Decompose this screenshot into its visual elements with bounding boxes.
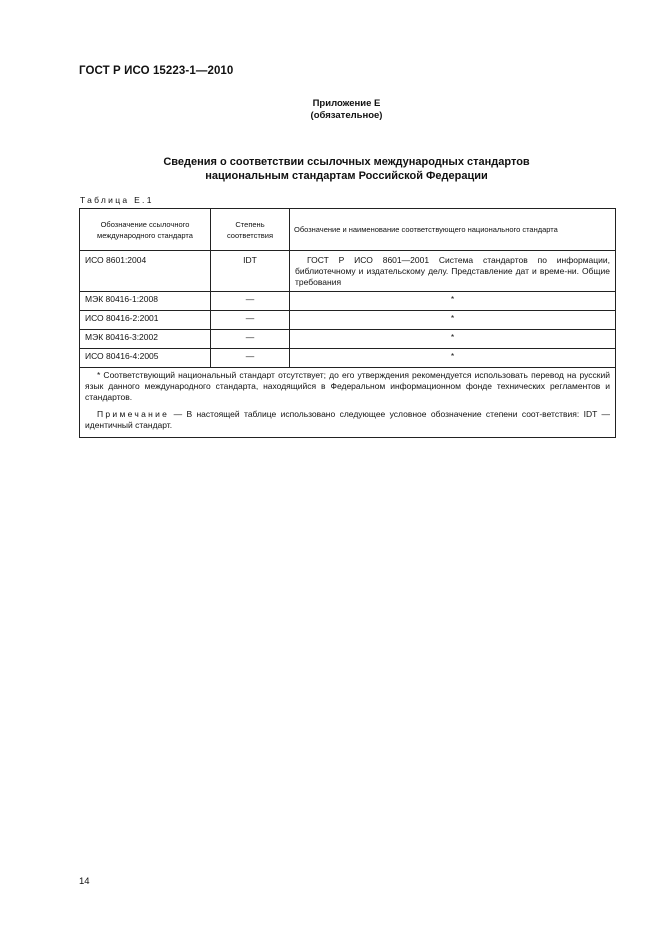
cell-national-standard: * — [290, 349, 616, 368]
table-note — [85, 409, 610, 431]
annex-title: Приложение Е — [312, 98, 381, 109]
annex-status: (обязательное) — [310, 110, 383, 121]
correspondence-table — [79, 208, 616, 438]
cell-national-standard: * — [290, 330, 616, 349]
cell-degree: — — [211, 311, 290, 330]
section-title — [79, 155, 614, 183]
table-row — [80, 251, 616, 292]
header-national-standard: Обозначение и наименование соответствующего национального стандарта — [290, 209, 616, 251]
cell-ref-standard: МЭК 80416-1:2008 — [80, 292, 211, 311]
cell-degree: IDT — [211, 251, 290, 292]
note-label: Примечание — [97, 409, 170, 419]
table-row — [80, 330, 616, 349]
header-ref-standard: Обозначение ссылочного международного стандарта — [80, 209, 211, 251]
page-number: 14 — [79, 876, 90, 887]
document-header: ГОСТ Р ИСО 15223-1—2010 — [79, 65, 234, 77]
table-caption: Таблица Е.1 — [80, 195, 154, 205]
cell-degree: — — [211, 330, 290, 349]
section-title-line-1: Сведения о соответствии ссылочных международных стандартов — [163, 156, 530, 168]
table-header-row — [80, 209, 616, 251]
footnote-text: * Соответствующий национальный стандарт отсутствует; до его утверждения рекомендуется использовать перевод на русский язык данного международного стандарта, находящийся в Федеральном информационном фонде технических регламентов и стандартов. — [85, 370, 610, 402]
annex-heading — [79, 98, 614, 122]
table-row — [80, 292, 616, 311]
cell-ref-standard: ИСО 8601:2004 — [80, 251, 211, 292]
cell-degree: — — [211, 349, 290, 368]
header-degree: Степень соответствия — [211, 209, 290, 251]
cell-national-standard: ГОСТ Р ИСО 8601—2001 Система стандартов по информации, библиотечному и издательскому делу. Представление дат и време-ни. Общие требования — [290, 251, 616, 292]
cell-ref-standard: ИСО 80416-4:2005 — [80, 349, 211, 368]
table-row — [80, 311, 616, 330]
cell-national-standard: * — [290, 311, 616, 330]
section-title-line-2: национальным стандартам Российской Федерации — [205, 170, 488, 182]
table-row — [80, 349, 616, 368]
cell-degree: — — [211, 292, 290, 311]
table-footer-row — [80, 368, 616, 438]
table-footnotes — [80, 368, 616, 438]
cell-ref-standard: ИСО 80416-2:2001 — [80, 311, 211, 330]
note-text: — В настоящей таблице использовано следующее условное обозначение степени соот-ветствия: IDT — идентичный стандарт. — [85, 409, 610, 430]
cell-national-standard: * — [290, 292, 616, 311]
cell-ref-standard: МЭК 80416-3:2002 — [80, 330, 211, 349]
